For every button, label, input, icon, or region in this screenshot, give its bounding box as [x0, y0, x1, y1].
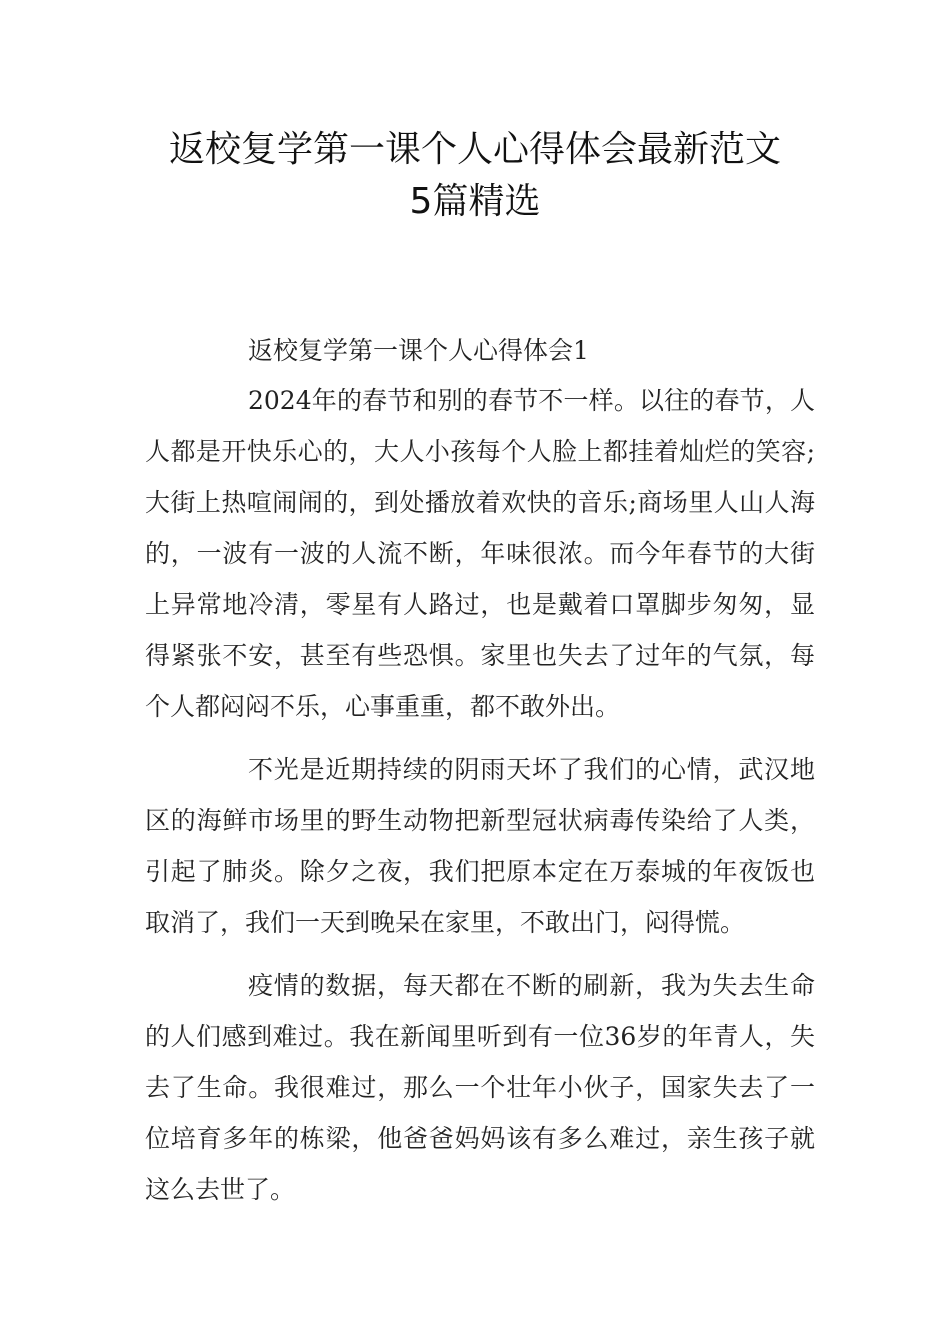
paragraph: 2024年的春节和别的春节不一样。以往的春节，人人都是开快乐心的，大人小孩每个人脸上都挂着灿烂的笑容;大街上热喧闹闹的，到处播放着欢快的音乐;商场里人山人海的，一波有一波的人流不断，年味很浓。而今年春节的大街上异常地冷清，零星有人路过，也是戴着口罩脚步匆匆，显得紧张不安，甚至有些恐惧。家里也失去了过年的气氛，每个人都闷闷不乐，心事重重，都不敢外出。	[145, 386, 815, 721]
title-line-1: 返校复学第一课个人心得体会最新范文	[168, 129, 781, 170]
paragraph: 疫情的数据，每天都在不断的刷新，我为失去生命的人们感到难过。我在新闻里听到有一位36岁的年青人，失去了生命。我很难过，那么一个壮年小伙子，国家失去了一位培育多年的栋梁，他爸爸妈妈该有多么难过，亲生孩子就这么去世了。	[145, 971, 815, 1204]
title-line-2: 5篇精选	[409, 181, 541, 222]
section-heading: 返校复学第一课个人心得体会1	[248, 336, 589, 365]
paragraph: 不光是近期持续的阴雨天坏了我们的心情，武汉地区的海鲜市场里的野生动物把新型冠状病毒传染给了人类，引起了肺炎。除夕之夜，我们把原本定在万泰城的年夜饭也取消了，我们一天到晚呆在家里，不敢出门，闷得慌。	[145, 755, 815, 937]
document-title	[100, 124, 850, 228]
document-body	[145, 333, 815, 1215]
